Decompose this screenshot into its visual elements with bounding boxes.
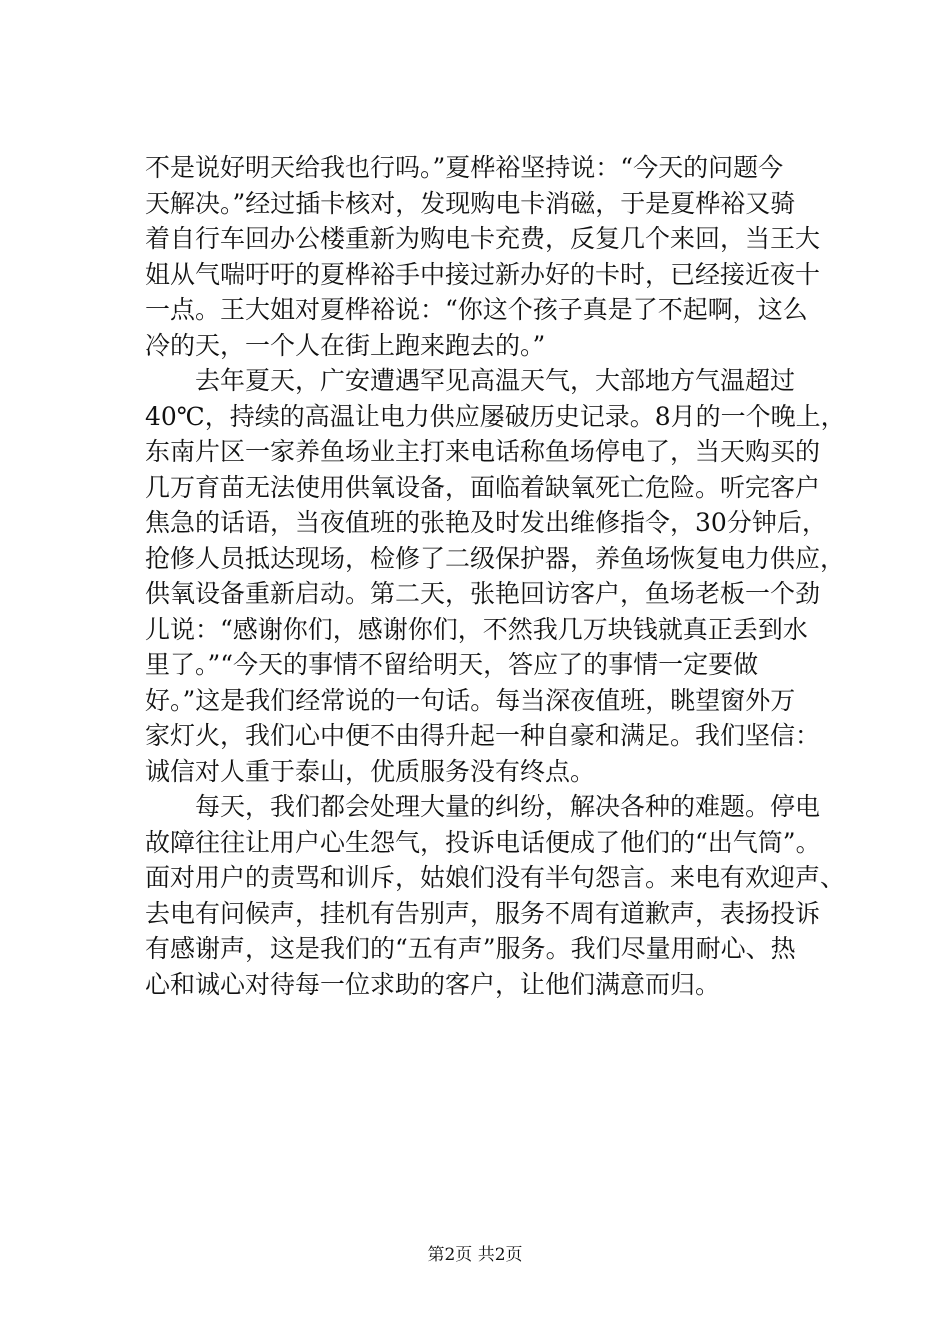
text-line: 东南片区一家养鱼场业主打来电话称鱼场停电了，当天购买的 xyxy=(145,437,821,466)
text-line: 故障往往让用户心生怨气，投诉电话便成了他们的“出气筒”。 xyxy=(145,827,821,857)
text-line: 儿说：“感谢你们，感谢你们，不然我几万块钱就真正丢到水 xyxy=(145,614,808,644)
text-line: 家灯火，我们心中便不由得升起一种自豪和满足。我们坚信： xyxy=(145,721,821,750)
page-number-footer: 第2页 共2页 xyxy=(427,1245,523,1265)
text-line: 着自行车回办公楼重新为购电卡充费，反复几个来回，当王大 xyxy=(145,224,821,253)
text-line: 去电有问候声，挂机有告别声，服务不周有道歉声，表扬投诉 xyxy=(145,898,821,928)
text-line: 有感谢声，这是我们的“五有声”服务。我们尽量用耐心、热 xyxy=(145,934,796,963)
text-line: 几万育苗无法使用供氧设备，面临着缺氧死亡危险。听完客户 xyxy=(145,472,821,502)
text-line: 冷的天，一个人在街上跑来跑去的。” xyxy=(145,330,546,360)
text-line: 诚信对人重于泰山，优质服务没有终点。 xyxy=(145,756,596,786)
text-line: 天解决。”经过插卡核对，发现购电卡消磁，于是夏桦裕又骑 xyxy=(145,188,796,218)
text-line: 里了。”“今天的事情不留给明天，答应了的事情一定要做 xyxy=(145,650,759,679)
text-line: 心和诚心对待每一位求助的客户，让他们满意而归。 xyxy=(145,969,721,999)
text-line: 每天，我们都会处理大量的纠纷，解决各种的难题。停电 xyxy=(145,792,821,821)
body-text xyxy=(145,150,845,1002)
text-line: 不是说好明天给我也行吗。”夏桦裕坚持说：“今天的问题今 xyxy=(145,153,784,182)
text-line: 好。”这是我们经常说的一句话。每当深夜值班，眺望窗外万 xyxy=(145,685,796,715)
text-line: 抢修人员抵达现场，检修了二级保护器，养鱼场恢复电力供应， xyxy=(145,543,846,573)
text-line: 焦急的话语，当夜值班的张艳及时发出维修指令，30分钟后， xyxy=(145,508,827,537)
text-line: 一点。王大姐对夏桦裕说：“你这个孩子真是了不起啊，这么 xyxy=(145,295,808,324)
text-line: 40℃，持续的高温让电力供应屡破历史记录。8月的一个晚上， xyxy=(145,401,846,431)
text-line: 供氧设备重新启动。第二天，张艳回访客户，鱼场老板一个劲 xyxy=(145,579,821,608)
text-line: 面对用户的责骂和训斥，姑娘们没有半句怨言。来电有欢迎声、 xyxy=(145,863,846,892)
text-line: 姐从气喘吁吁的夏桦裕手中接过新办好的卡时，已经接近夜十 xyxy=(145,259,821,289)
text-line: 去年夏天，广安遭遇罕见高温天气，大部地方气温超过 xyxy=(145,366,796,395)
